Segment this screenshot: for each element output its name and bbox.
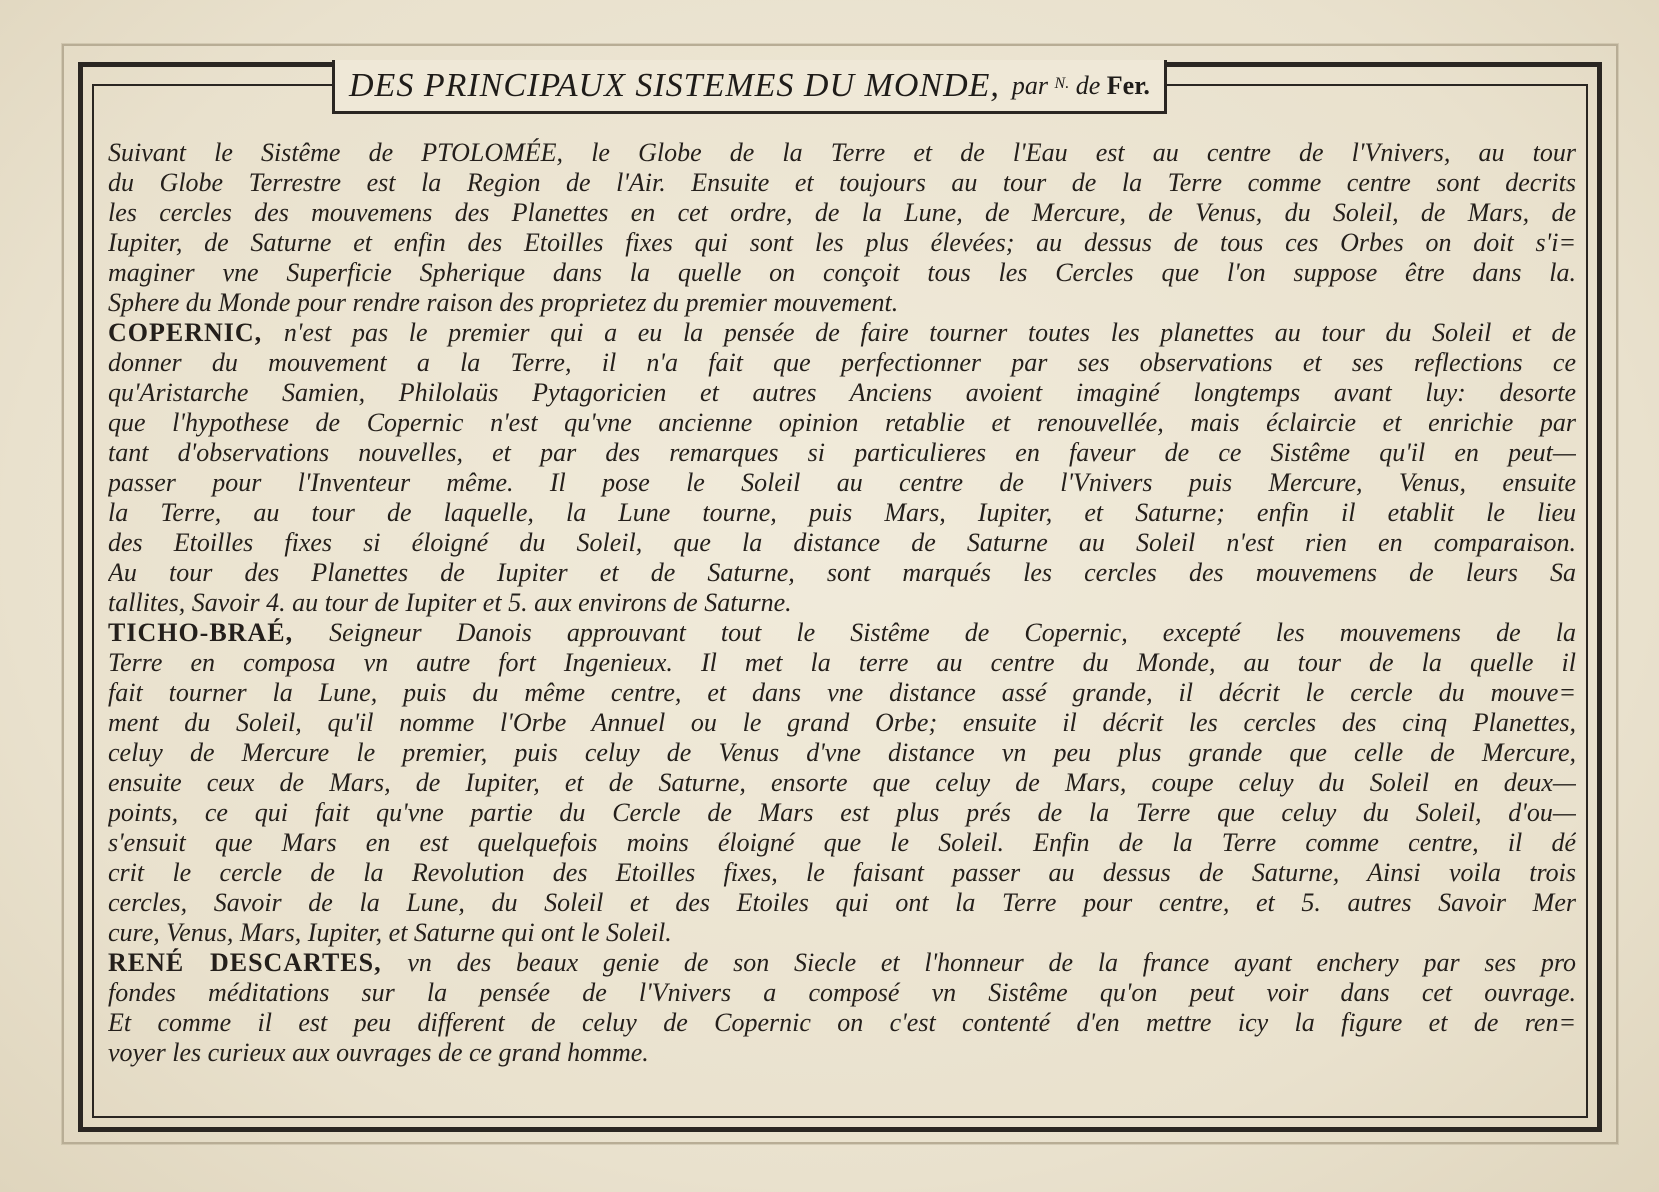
line-text: points, ce qui fait qu'vne partie du Cercle de Mars est plus prés de la Terre que celuy du Soleil, d'ou— — [108, 798, 1576, 827]
text-line — [108, 378, 1576, 408]
text-line — [108, 678, 1576, 708]
text-line — [108, 198, 1576, 228]
line-text: fondes méditations sur la pensée de l'Vnivers a composé vn Sistême qu'on peut voir dans cet ouvrage. — [108, 978, 1576, 1007]
text-line — [108, 888, 1576, 918]
line-text: s'ensuit que Mars en est quelquefois moins éloigné que le Soleil. Enfin de la Terre comme centre, il dé — [108, 828, 1576, 857]
line-text: donner du mouvement a la Terre, il n'a fait que perfectionner par ses observations et ses reflections ce — [108, 348, 1576, 377]
line-text: cercles, Savoir de la Lune, du Soleil et des Etoiles qui ont la Terre pour centre, et 5. autres Savoir Mer — [108, 888, 1576, 917]
text-line — [108, 468, 1576, 498]
line-text: les cercles des mouvemens des Planettes en cet ordre, de la Lune, de Mercure, de Venus, du Soleil, de Mars, de — [108, 198, 1576, 227]
line-text: que l'hypothese de Copernic n'est qu'vne ancienne opinion retablie et renouvellée, mais éclaircie et enrichie par — [108, 408, 1576, 437]
text-line — [108, 978, 1576, 1008]
line-text: cure, Venus, Mars, Iupiter, et Saturne qui ont le Soleil. — [108, 918, 672, 947]
line-text: celuy de Mercure le premier, puis celuy de Venus d'vne distance vn peu plus grande que celle de Mercure, — [108, 738, 1576, 767]
text-line — [108, 918, 1576, 948]
line-text: crit le cercle de la Revolution des Etoilles fixes, le faisant passer au dessus de Saturne, Ainsi voila trois — [108, 858, 1576, 887]
line-text: tallites, Savoir 4. au tour de Iupiter et 5. aux environs de Saturne. — [108, 588, 792, 617]
text-line — [108, 708, 1576, 738]
text-line — [108, 408, 1576, 438]
text-line — [108, 348, 1576, 378]
text-line — [108, 648, 1576, 678]
line-text: Suivant le Sistême de PTOLOMÉE, le Globe de la Terre et de l'Eau est au centre de l'Vnivers, au tour — [108, 138, 1576, 167]
text-line — [108, 558, 1576, 588]
author-de: de — [1075, 70, 1101, 100]
section-heading: RENÉ DESCARTES, — [108, 948, 408, 977]
author-prefix: par — [1011, 70, 1049, 100]
text-line — [108, 828, 1576, 858]
text-line — [108, 858, 1576, 888]
text-line — [108, 798, 1576, 828]
text-line — [108, 588, 1576, 618]
text-line — [108, 288, 1576, 318]
line-text: Sphere du Monde pour rendre raison des proprietez du premier mouvement. — [108, 288, 899, 317]
text-line — [108, 528, 1576, 558]
line-text: voyer les curieux aux ouvrages de ce grand homme. — [108, 1038, 649, 1067]
line-text: Terre en composa vn autre fort Ingenieux. Il met la terre au centre du Monde, au tour de la quelle il — [108, 648, 1576, 677]
page-title: DES PRINCIPAUX SISTEMES DU MONDE, — [349, 66, 1000, 104]
text-line — [108, 1008, 1576, 1038]
text-line — [108, 1038, 1576, 1068]
line-text: la Terre, au tour de laquelle, la Lune tourne, puis Mars, Iupiter, et Saturne; enfin il etablit le lieu — [108, 498, 1576, 527]
line-text: vn des beaux genie de son Siecle et l'honneur de la france ayant enchery par ses pro — [407, 948, 1576, 977]
text-line — [108, 498, 1576, 528]
text-line — [108, 438, 1576, 468]
line-text: Seigneur Danois approuvant tout le Sistême de Copernic, excepté les mouvemens de la — [329, 618, 1576, 647]
line-text: ment du Soleil, qu'il nomme l'Orbe Annuel ou le grand Orbe; ensuite il décrit les cercles des cinq Planettes, — [108, 708, 1576, 737]
title-cartouche — [332, 60, 1167, 114]
author-credit — [1012, 71, 1150, 101]
line-text: Et comme il est peu different de celuy de Copernic on c'est contenté d'en mettre icy la figure et de ren= — [108, 1008, 1576, 1037]
line-text: maginer vne Superficie Spherique dans la quelle on conçoit tous les Cercles que l'on suppose être dans la. — [108, 258, 1576, 287]
line-text: qu'Aristarche Samien, Philolaüs Pytagoricien et autres Anciens avoient imaginé longtemps avant luy: desorte — [108, 378, 1576, 407]
text-line — [108, 258, 1576, 288]
section-heading: COPERNIC, — [108, 318, 284, 347]
line-text: fait tourner la Lune, puis du même centre, et dans vne distance assé grande, il décrit le cercle du mouve= — [108, 678, 1576, 707]
text-line — [108, 318, 1576, 348]
line-text: n'est pas le premier qui a eu la pensée de faire tourner toutes les planettes au tour du Soleil et de — [283, 318, 1576, 347]
line-text: tant d'observations nouvelles, et par des remarques si particulieres en faveur de ce Sistême qu'il en peut— — [108, 438, 1576, 467]
author-name: Fer. — [1106, 70, 1150, 100]
line-text: Au tour des Planettes de Iupiter et de Saturne, sont marqués les cercles des mouvemens de leurs Sa — [108, 558, 1576, 587]
text-line — [108, 168, 1576, 198]
text-body — [108, 138, 1576, 1098]
text-line — [108, 948, 1576, 978]
section-heading: TICHO-BRAÉ, — [108, 618, 330, 647]
line-text: Iupiter, de Saturne et enfin des Etoilles fixes qui sont les plus élevées; au dessus de tous ces Orbes on doit s'i= — [108, 228, 1576, 257]
line-text: des Etoilles fixes si éloigné du Soleil, que la distance de Saturne au Soleil n'est rien en comparaison. — [108, 528, 1576, 557]
text-line — [108, 228, 1576, 258]
text-line — [108, 768, 1576, 798]
line-text: du Globe Terrestre est la Region de l'Air. Ensuite et toujours au tour de la Terre comme centre sont decrits — [108, 168, 1576, 197]
text-line — [108, 618, 1576, 648]
text-line — [108, 138, 1576, 168]
text-line — [108, 738, 1576, 768]
line-text: ensuite ceux de Mars, de Iupiter, et de Saturne, ensorte que celuy de Mars, coupe celuy du Soleil en deux— — [108, 768, 1576, 797]
author-initial: N. — [1054, 74, 1070, 92]
line-text: passer pour l'Inventeur même. Il pose le Soleil au centre de l'Vnivers puis Mercure, Venus, ensuite — [108, 468, 1576, 497]
